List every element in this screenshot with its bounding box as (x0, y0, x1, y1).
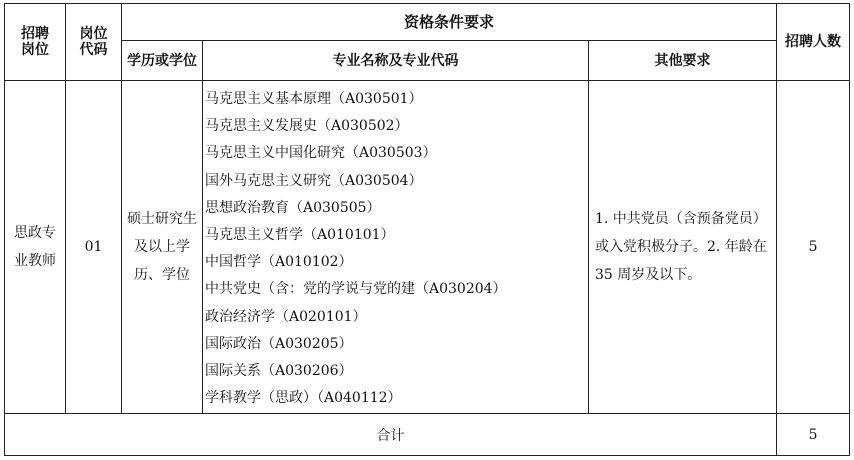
cell-other: 1. 中共党员（含预备党员）或入党积极分子。2. 年龄在 35 周岁及以下。 (589, 81, 777, 414)
header-degree (122, 41, 203, 81)
total-count: 5 (777, 414, 850, 456)
major-item: 马克思主义发展史（A030502） (205, 118, 409, 135)
major-item: 国外马克思主义研究（A030504） (205, 172, 423, 189)
major-item: 思想政治教育（A030505） (205, 199, 381, 216)
major-item: 中国哲学（A010102） (205, 254, 353, 271)
major-item: 政治经济学（A020101） (205, 308, 367, 325)
major-item: 马克思主义中国化研究（A030503） (205, 145, 437, 162)
major-item: 国际关系（A030206） (205, 362, 353, 379)
header-other: 其他要求 (589, 41, 777, 81)
total-label: 合计 (5, 414, 777, 456)
header-count (777, 4, 850, 81)
header-count-text: 招聘人数 (785, 34, 842, 50)
major-item: 马克思主义基本原理（A030501） (205, 91, 423, 107)
recruitment-table (4, 3, 850, 456)
major-item: 学科教学（思政）（A040112） (205, 390, 402, 407)
major-item: 马克思主义哲学（A010101） (205, 226, 395, 243)
cell-degree (122, 81, 203, 414)
header-code (66, 4, 122, 81)
major-item: 中共党史（含：党的学说与党的建（A030204） (205, 281, 507, 298)
cell-majors (203, 81, 589, 414)
header-qualifications: 资格条件要求 (122, 4, 777, 41)
post-text: 思政专业教师 (13, 225, 56, 269)
degree-text: 硕士研究生及以上学历、学位 (127, 211, 197, 283)
major-item: 国际政治（A030205） (205, 335, 353, 352)
header-code-text: 岗位代码 (79, 26, 108, 58)
cell-code: 01 (66, 81, 122, 414)
header-post-text: 招聘岗位 (20, 26, 49, 58)
header-post (5, 4, 66, 81)
cell-count: 5 (777, 81, 850, 414)
cell-post (5, 81, 66, 414)
header-major: 专业名称及专业代码 (203, 41, 589, 81)
header-degree-text: 学历或学位 (126, 52, 197, 69)
